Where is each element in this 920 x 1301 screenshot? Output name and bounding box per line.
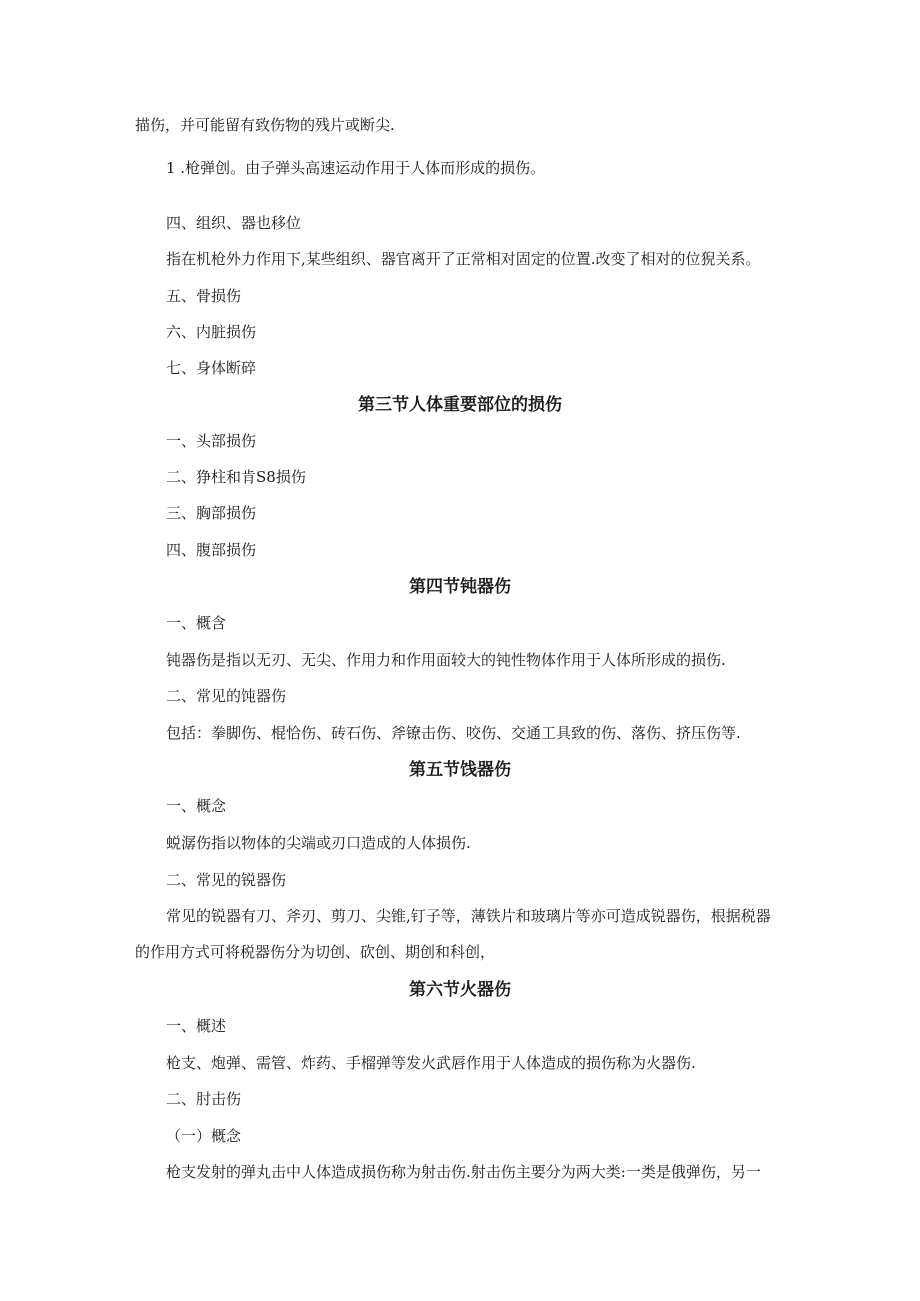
text-line: 枪支发射的弹丸击中人体造成损伤称为射击伤.射击伤主要分为两大类:一类是俄弹伤，另一	[166, 1163, 761, 1181]
text-line: 指在机枪外力作用下,某些组织、器官离开了正常相对固定的位置.改变了相对的位猊关系。	[166, 250, 761, 268]
text-line: 二、狰柱和肯S8损伤	[166, 468, 306, 486]
text-line: 五、骨损伤	[166, 287, 242, 305]
text-line: 七、身体断碎	[166, 359, 257, 377]
text-line: 常见的锐器有刀、斧刃、剪刀、尖锥,钉子等，薄铁片和玻璃片等亦可造成锐器伤，根据税器	[166, 907, 771, 925]
section-heading: 第五节饯器伤	[409, 760, 511, 780]
text-line: 一、概述	[166, 1017, 227, 1035]
section-heading: 第六节火器伤	[409, 980, 511, 1000]
text-line: 一、头部损伤	[166, 432, 257, 450]
text-line: 一、概念	[166, 797, 227, 815]
text-line: 二、常见的锐器伤	[166, 871, 287, 889]
text-line: 枪支、炮弹、需管、炸药、手榴弹等发火武唇作用于人体造成的损伤称为火器伤.	[166, 1054, 696, 1072]
section-heading: 第四节钝器伤	[409, 577, 511, 597]
text-line: （一）概念	[166, 1127, 242, 1145]
text-line: 描伤，并可能留有致伤物的残片或断尖.	[135, 116, 395, 134]
text-line: 的作用方式可将税器伤分为切创、砍创、期创和科创，	[135, 943, 496, 961]
text-line: 1 .枪弹创。由子弹头高速运动作用于人体而形成的损伤。	[166, 159, 546, 177]
section-heading: 第三节人体重要部位的损伤	[358, 395, 562, 415]
text-line: 四、组织、器也移位	[166, 214, 302, 232]
text-line: 蜕潺伤指以物体的尖端或刃口造成的人体损伤.	[166, 834, 471, 852]
text-line: 钝器伤是指以无刃、无尖、作用力和作用面较大的钝性物体作用于人体所形成的损伤.	[166, 651, 726, 669]
text-line: 一、概含	[166, 614, 227, 632]
text-line: 包括：拳脚伤、棍恰伤、砖石伤、斧镣击伤、咬伤、交通工具致的伤、落伤、挤压伤等.	[166, 724, 741, 742]
text-line: 二、肘击伤	[166, 1090, 242, 1108]
text-line: 六、内脏损伤	[166, 323, 257, 341]
text-line: 四、腹部损伤	[166, 541, 257, 559]
text-line: 三、胸部损伤	[166, 504, 257, 522]
text-line: 二、常见的饨器伤	[166, 687, 287, 705]
